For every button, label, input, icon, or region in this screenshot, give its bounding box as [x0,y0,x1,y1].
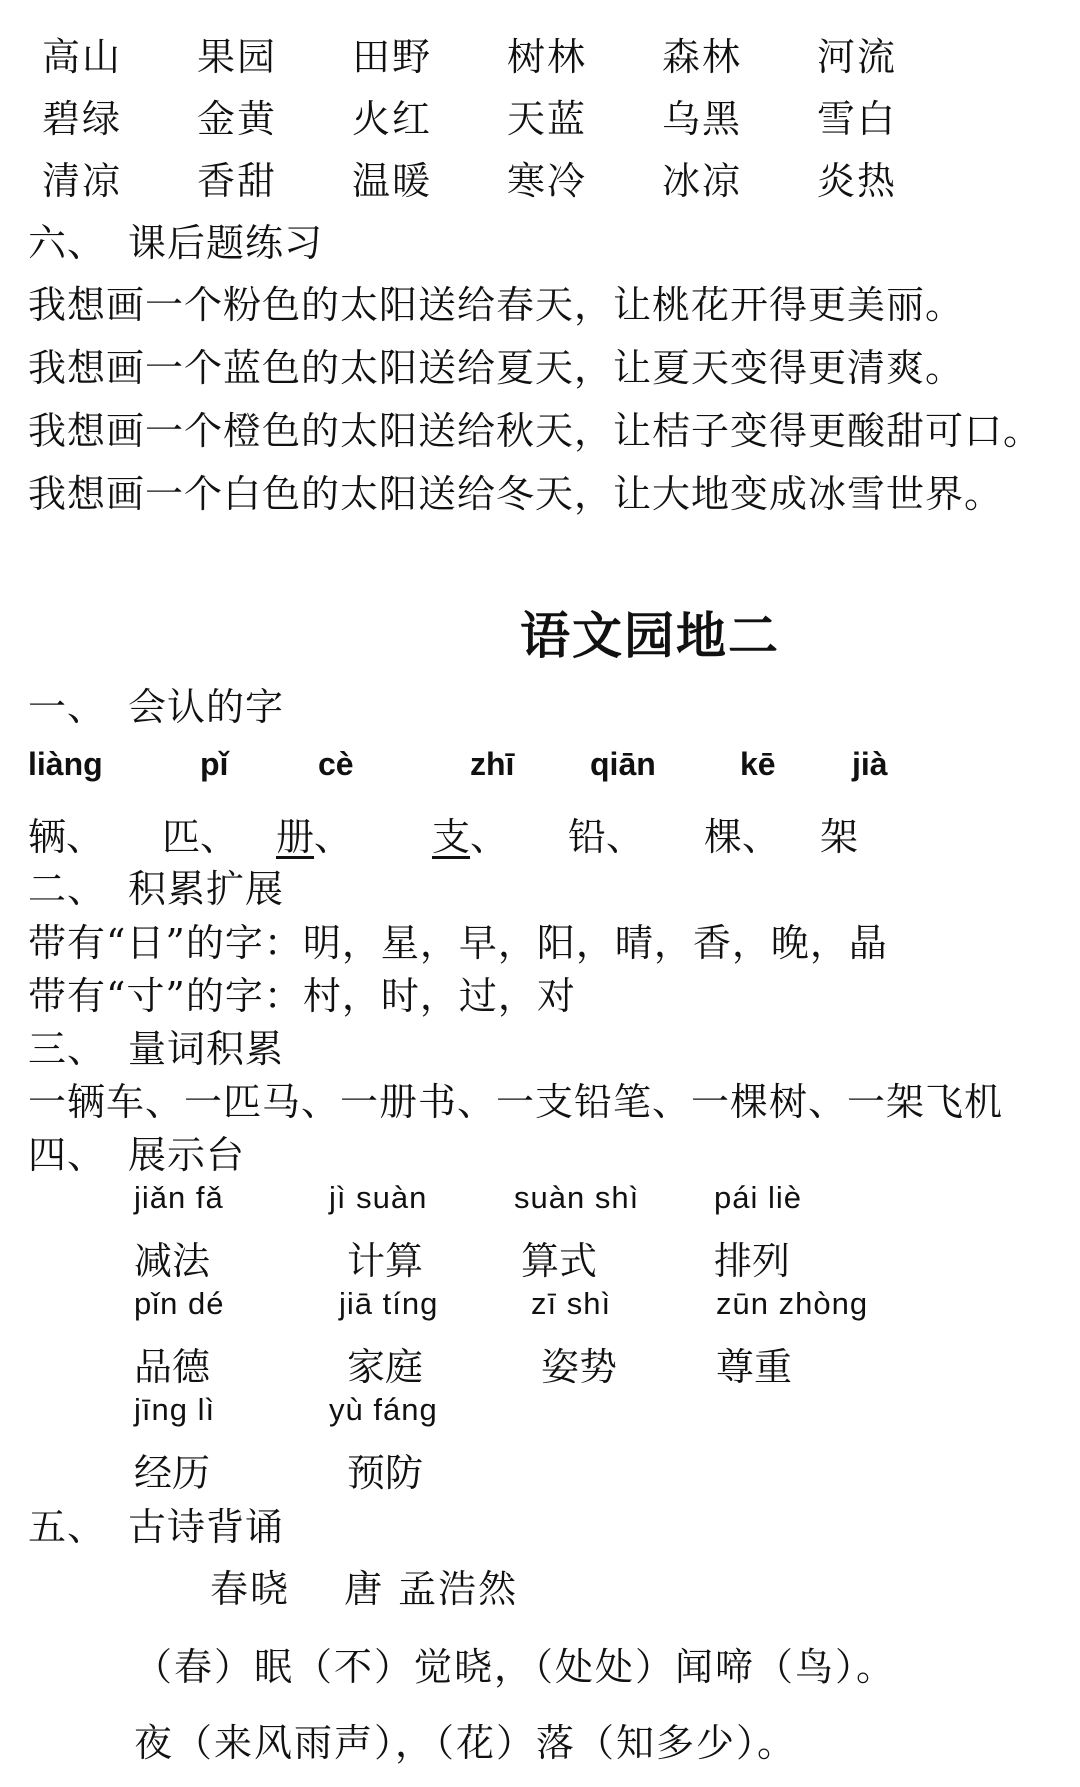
section-heading [28,212,323,267]
page-title: 语文园地二 [520,606,780,665]
pinyin: jià [852,746,888,782]
char: 辆、 [28,815,105,859]
word: 品德 [134,1345,211,1389]
poem-line: （春）眠（不）觉晓，（处处）闻啼（鸟）。 [134,1645,897,1689]
word-cell: 冰凉 [662,158,743,203]
char-punct: 、 [470,815,509,859]
sentence: 我想画一个白色的太阳送给冬天，让大地变成冰雪世界。 [28,472,1004,516]
char-underlined: 支 [432,815,471,859]
word: 预防 [347,1451,424,1495]
text-line: 带有“日”的字：明，星，早，阳，晴，香，晚，晶 [28,921,888,965]
pinyin: pǐ [200,746,229,782]
section-title: 积累扩展 [128,867,285,911]
section-number: 四、 [28,1133,107,1177]
word-cell: 森林 [662,34,743,79]
section-number: 五、 [28,1505,107,1549]
poem-heading: 春晓 唐 孟浩然 [210,1567,519,1611]
section-heading [28,858,284,913]
char: 铅、 [568,815,645,859]
char: 架 [820,815,859,859]
pinyin: qiān [590,746,656,782]
pinyin: suàn shì [514,1180,640,1215]
word-cell: 高山 [42,34,123,79]
word-cell: 炎热 [817,158,898,203]
pinyin: kē [740,746,776,782]
pinyin: liàng [28,746,103,782]
sentence: 我想画一个粉色的太阳送给春天，让桃花开得更美丽。 [28,283,965,327]
word: 经历 [134,1451,211,1495]
word-cell: 果园 [197,34,278,79]
word: 算式 [521,1239,598,1283]
word-cell: 田野 [352,34,433,79]
word: 尊重 [716,1345,793,1389]
char [276,806,352,861]
pinyin: jiā tíng [339,1286,439,1321]
section-heading [28,1496,284,1551]
word-cell: 天蓝 [507,96,588,141]
section-number: 二、 [28,867,107,911]
word: 排列 [714,1239,791,1283]
char-underlined: 册 [276,815,315,859]
pinyin: zhī [470,746,515,782]
section-title: 量词积累 [128,1027,285,1071]
section-heading [28,1124,245,1179]
word-row [42,84,972,146]
word-row [42,146,972,208]
word-cell: 清凉 [42,158,123,203]
pinyin: cè [318,746,354,782]
word-grid [42,22,972,208]
word-cell: 香甜 [197,158,278,203]
word: 计算 [347,1239,424,1283]
word-cell: 乌黑 [662,96,743,141]
word-cell: 金黄 [197,96,278,141]
section-number: 一、 [28,685,107,729]
word-cell: 河流 [817,34,898,79]
word-cell: 碧绿 [42,96,123,141]
word-cell: 树林 [507,34,588,79]
word: 姿势 [541,1345,618,1389]
word-cell: 温暖 [352,158,433,203]
section-title: 会认的字 [128,685,285,729]
pinyin: zūn zhòng [716,1286,869,1321]
section-number: 六、 [28,221,107,265]
char [432,806,508,861]
word: 减法 [134,1239,211,1283]
section-heading [28,1018,284,1073]
poem-line: 夜（来风雨声），（花）落（知多少）。 [134,1721,798,1765]
pinyin: jì suàn [329,1180,428,1215]
word-cell: 火红 [352,96,433,141]
sentence: 我想画一个橙色的太阳送给秋天，让桔子变得更酸甜可口。 [28,409,1043,453]
word-row [42,22,972,84]
sentence: 我想画一个蓝色的太阳送给夏天，让夏天变得更清爽。 [28,346,965,390]
text-line: 一辆车、一匹马、一册书、一支铅笔、一棵树、一架飞机 [28,1080,1004,1124]
word-cell: 寒冷 [507,158,588,203]
word-cell: 雪白 [817,96,898,141]
pinyin: jīng lì [134,1392,216,1427]
section-number: 三、 [28,1027,107,1071]
word: 家庭 [347,1345,424,1389]
char-punct: 、 [314,815,353,859]
section-heading [28,676,284,731]
pinyin: pǐn dé [134,1286,225,1321]
pinyin: pái liè [714,1180,802,1215]
text-line: 带有“寸”的字：村，时，过，对 [28,974,576,1018]
pinyin: zī shì [531,1286,612,1321]
pinyin: jiǎn fǎ [134,1180,224,1215]
section-title: 课后题练习 [128,221,324,265]
char: 匹、 [162,815,239,859]
section-title: 古诗背诵 [128,1505,285,1549]
pinyin: yù fáng [329,1392,438,1427]
char: 棵、 [704,815,781,859]
section-title: 展示台 [128,1133,246,1177]
